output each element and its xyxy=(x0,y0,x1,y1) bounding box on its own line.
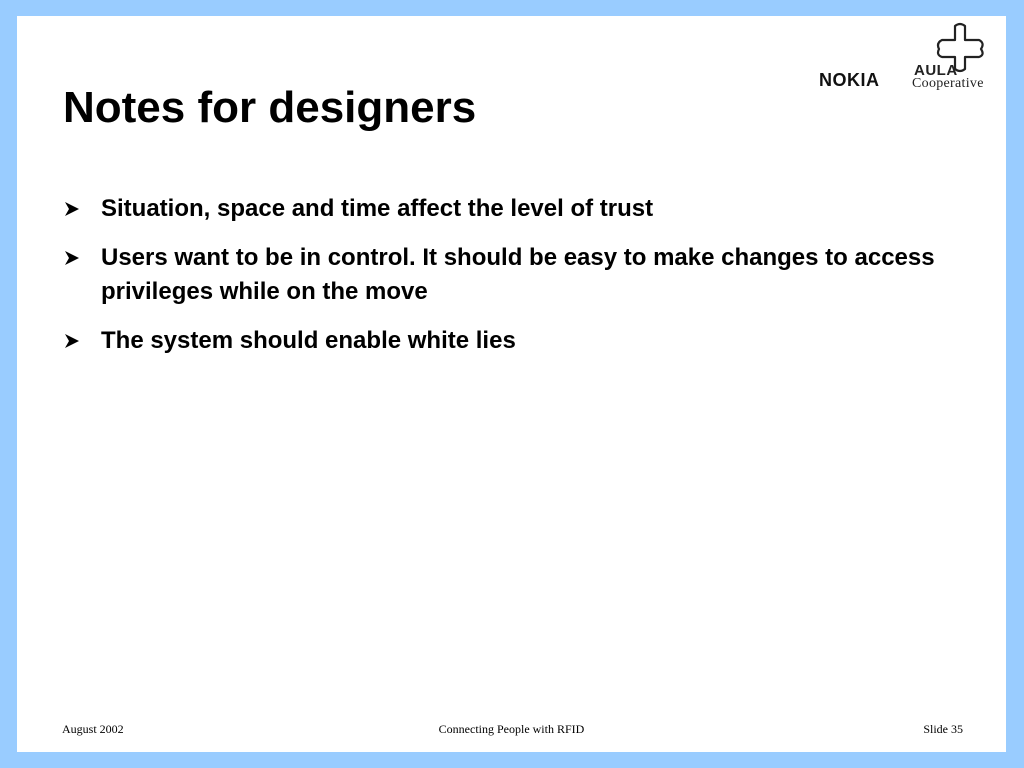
bullet-item xyxy=(63,241,973,309)
bullet-item xyxy=(63,324,973,358)
arrowhead-bullet-icon xyxy=(63,201,81,217)
arrowhead-bullet-icon xyxy=(63,333,81,349)
bullet-list xyxy=(63,192,973,373)
arrowhead-bullet-icon xyxy=(63,250,81,266)
nokia-logo: NOKIA xyxy=(819,70,880,90)
slide-title: Notes for designers xyxy=(63,83,477,132)
footer-title: Connecting People with RFID xyxy=(438,722,585,736)
slide-canvas xyxy=(17,16,1006,752)
bullet-item xyxy=(63,192,973,226)
aula-logo xyxy=(912,22,997,94)
footer-slide-number: Slide 35 xyxy=(923,722,963,736)
footer-date: August 2002 xyxy=(62,722,124,736)
bullet-text: Situation, space and time affect the level of trust xyxy=(101,195,654,222)
bullet-text: Users want to be in control. It should be easy to make changes to access privileges while on the move xyxy=(101,244,935,305)
bullet-text: The system should enable white lies xyxy=(101,327,516,354)
aula-logo-name: AULA xyxy=(914,62,958,79)
logo-area xyxy=(817,22,997,102)
aula-logo-subtitle: Cooperative xyxy=(912,76,984,91)
